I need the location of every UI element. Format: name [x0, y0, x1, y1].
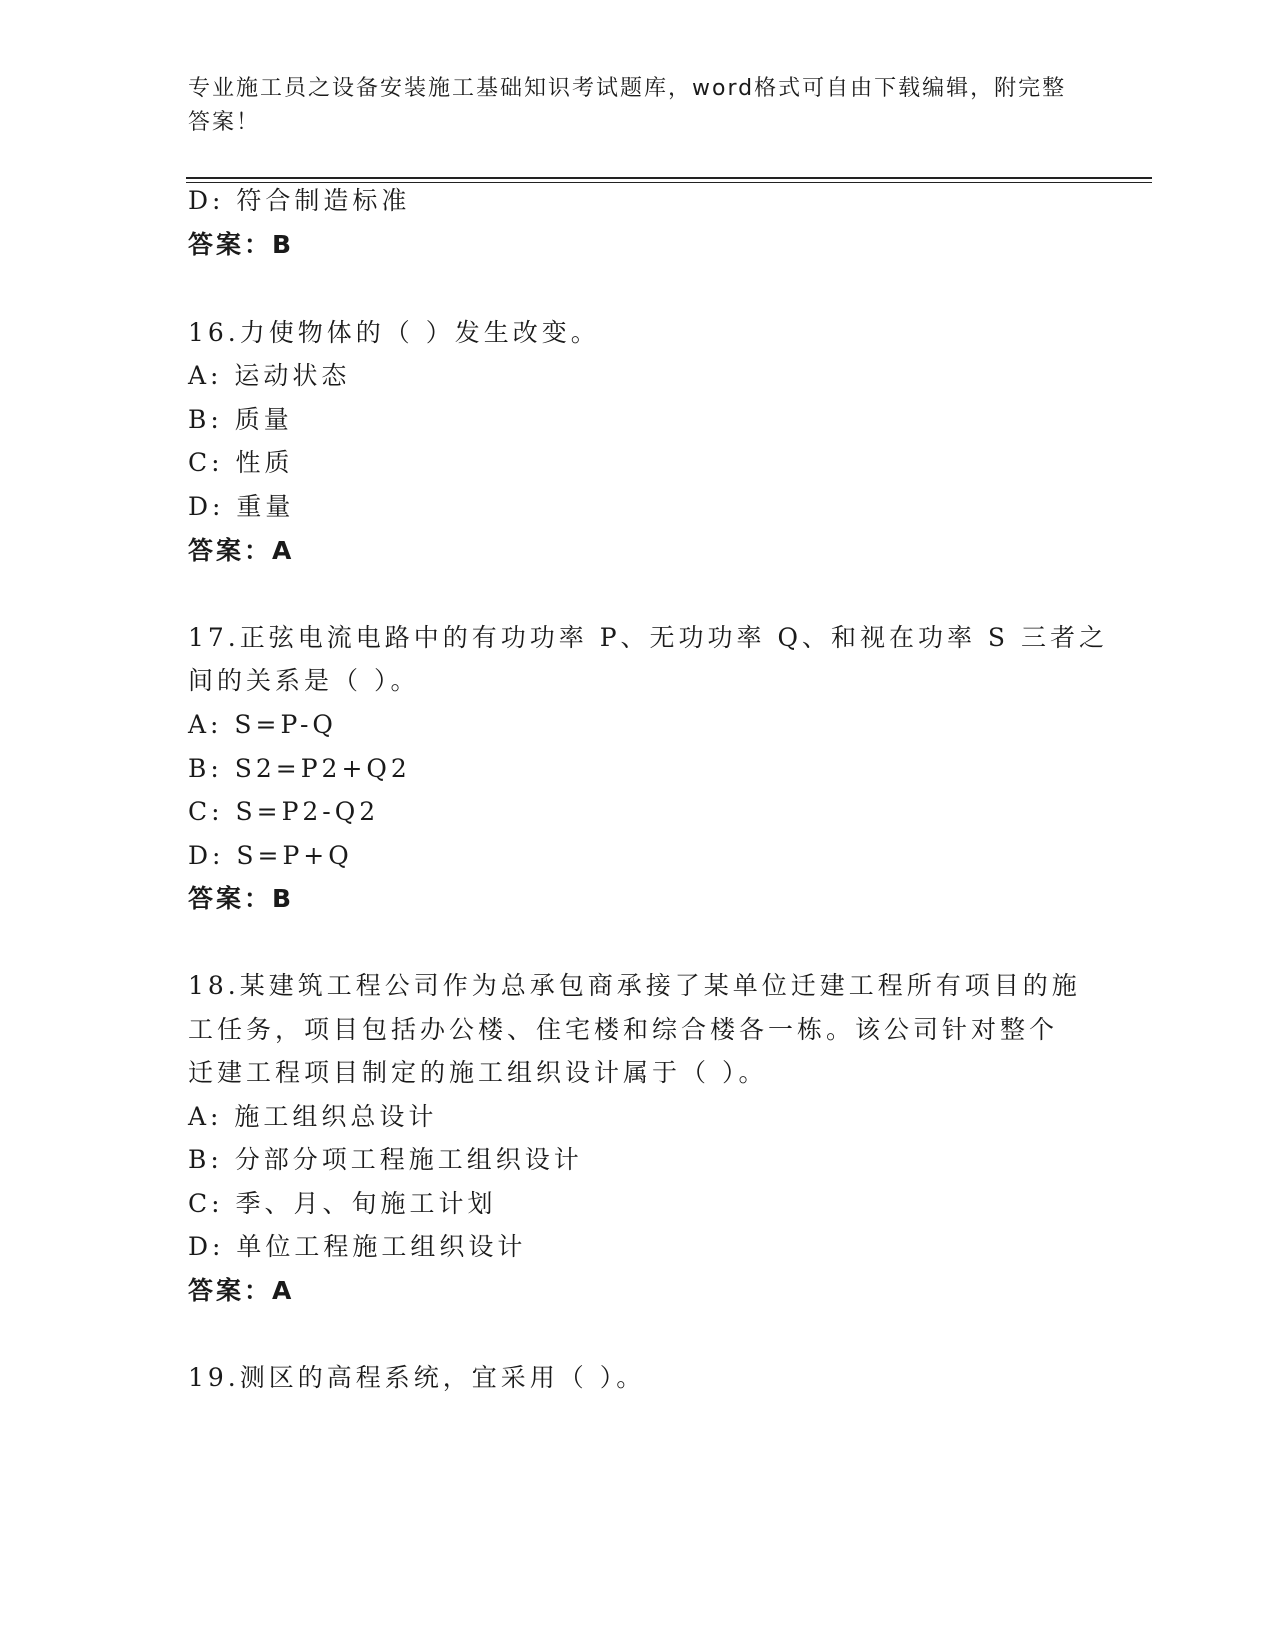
option-d: D: 符合制造标准 — [188, 186, 411, 215]
question-stem: 17.正弦电流电路中的有功功率 P、无功功率 Q、和视在功率 S 三者之 — [188, 623, 1108, 652]
option-b: B: 分部分项工程施工组织设计 — [188, 1145, 583, 1174]
answer-line: 答案：A — [188, 536, 295, 565]
option-b: B: 质量 — [188, 405, 293, 434]
answer-line: 答案：B — [188, 884, 295, 913]
option-a: A: 运动状态 — [188, 361, 351, 390]
question-stem-continued: 工任务，项目包括办公楼、住宅楼和综合楼各一栋。该公司针对整个 — [188, 1015, 1059, 1044]
question-stem-continued: 间的关系是（ ）。 — [188, 666, 420, 695]
option-c: C: 季、月、旬施工计划 — [188, 1189, 497, 1218]
header-divider-thick — [186, 177, 1152, 179]
answer-line: 答案：B — [188, 230, 295, 259]
question-stem: 18.某建筑工程公司作为总承包商承接了某单位迁建工程所有项目的施 — [188, 971, 1081, 1000]
answer-line: 答案：A — [188, 1276, 295, 1305]
header-divider-thin — [186, 182, 1152, 183]
question-stem: 16.力使物体的（ ）发生改变。 — [188, 318, 600, 347]
option-d: D: 单位工程施工组织设计 — [188, 1232, 527, 1261]
document-header-title: 专业施工员之设备安装施工基础知识考试题库，word格式可自由下载编辑，附完整答案！ — [188, 76, 1067, 135]
option-c: C: 性质 — [188, 448, 294, 477]
option-d: D: S=P+Q — [188, 841, 353, 870]
question-stem-continued: 迁建工程项目制定的施工组织设计属于（ ）。 — [188, 1058, 768, 1087]
option-a: A: 施工组织总设计 — [188, 1102, 438, 1131]
option-a: A: S=P-Q — [188, 710, 337, 739]
option-c: C: S=P2-Q2 — [188, 797, 380, 826]
option-d: D: 重量 — [188, 492, 295, 521]
option-b: B: S2=P2+Q2 — [188, 754, 411, 783]
question-stem: 19.测区的高程系统，宜采用（ ）。 — [188, 1363, 646, 1392]
